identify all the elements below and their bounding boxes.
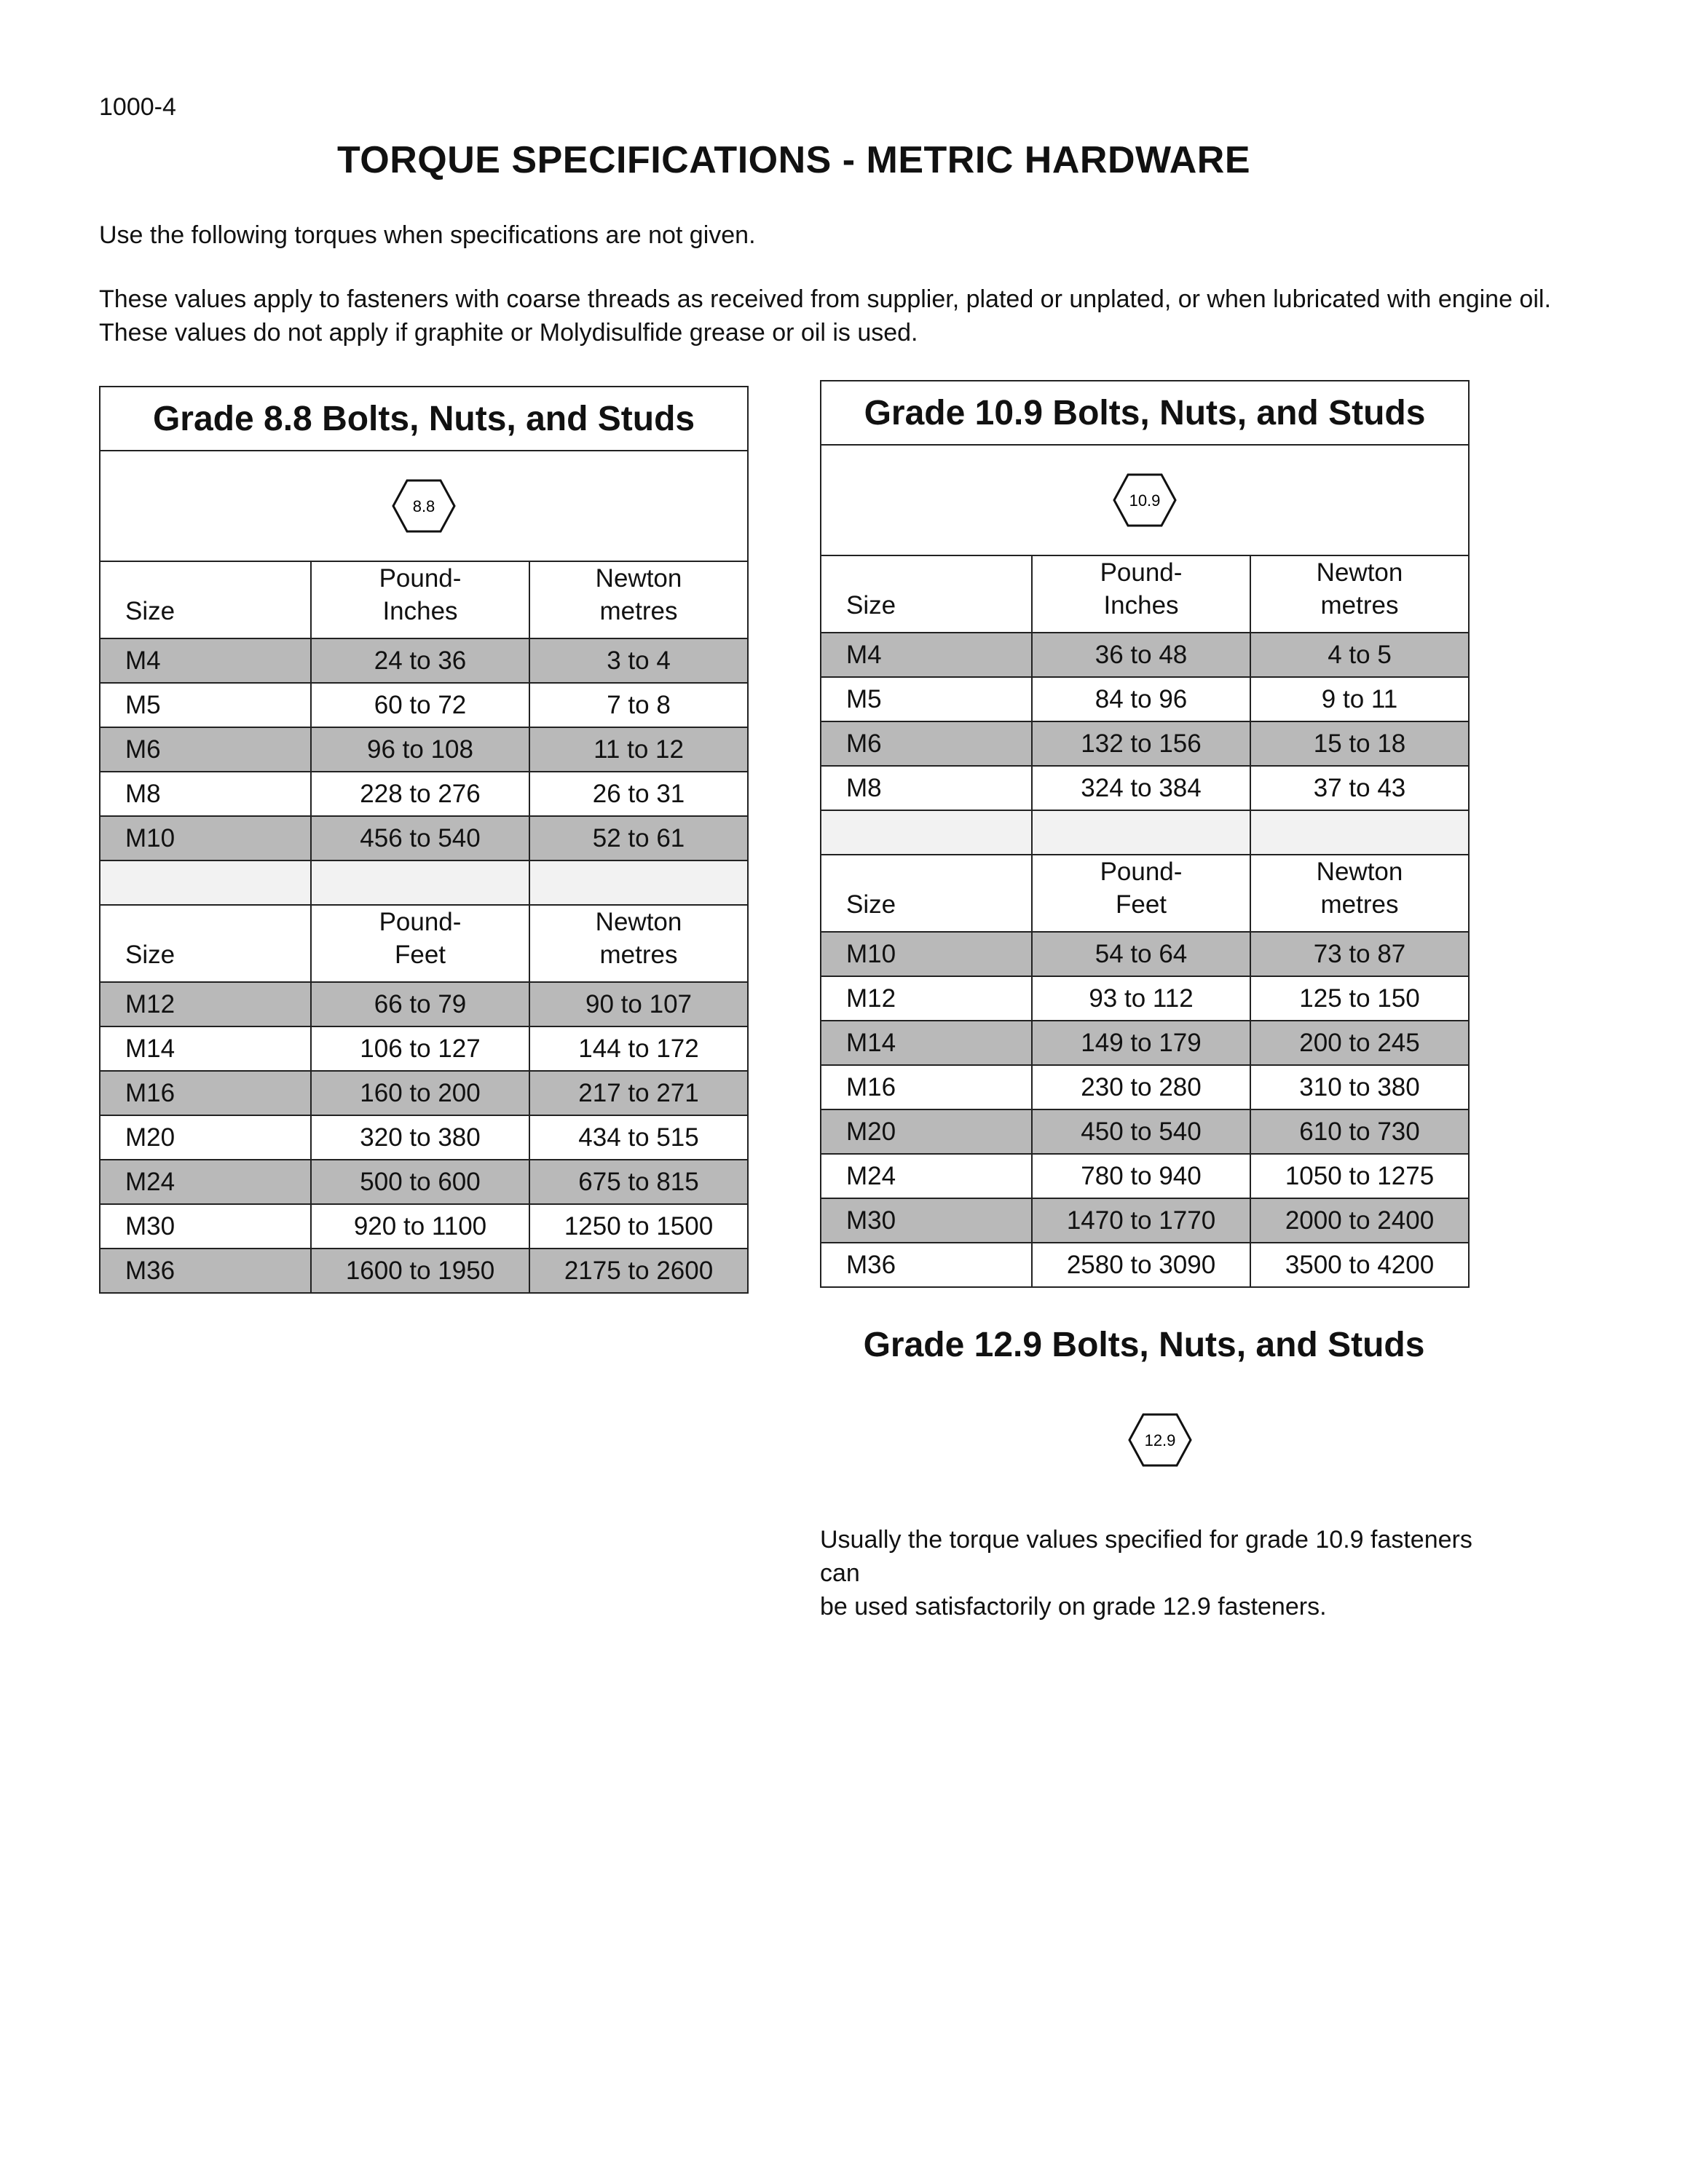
size-cell: M20 xyxy=(821,1109,1032,1154)
size-cell: M36 xyxy=(821,1243,1032,1287)
newton-value-cell: 90 to 107 xyxy=(529,982,748,1026)
table-row xyxy=(821,1065,1469,1109)
pound-value-cell: 96 to 108 xyxy=(311,727,529,772)
size-cell: M10 xyxy=(100,816,311,860)
newton-value-cell: 52 to 61 xyxy=(529,816,748,860)
grade-8-8-title: Grade 8.8 Bolts, Nuts, and Studs xyxy=(100,387,748,451)
table-row xyxy=(100,1115,748,1160)
table-row xyxy=(821,633,1469,677)
size-cell: M36 xyxy=(100,1249,311,1293)
newton-value-cell: 3 to 4 xyxy=(529,638,748,683)
table-row xyxy=(100,727,748,772)
table-row xyxy=(100,816,748,860)
size-cell: M6 xyxy=(821,721,1032,766)
pound-value-cell: 66 to 79 xyxy=(311,982,529,1026)
size-cell: M14 xyxy=(821,1021,1032,1065)
newton-value-cell: 310 to 380 xyxy=(1250,1065,1469,1109)
size-cell: M30 xyxy=(100,1204,311,1249)
table-row xyxy=(821,932,1469,976)
column-header-row xyxy=(821,855,1469,932)
pound-value-cell: 450 to 540 xyxy=(1032,1109,1250,1154)
column-header: Size xyxy=(821,855,1032,932)
pound-value-cell: 228 to 276 xyxy=(311,772,529,816)
hex-bolt-head-icon xyxy=(1127,1412,1193,1468)
grade-12-9-note-line-1: Usually the torque values specified for grade 10.9 fasteners can xyxy=(820,1526,1472,1587)
column-header: Pound- Feet xyxy=(311,905,529,982)
grade-10-9-badge-label: 10.9 xyxy=(1129,491,1161,510)
newton-value-cell: 2000 to 2400 xyxy=(1250,1198,1469,1243)
grade-12-9-note xyxy=(820,1523,1519,1623)
pound-value-cell: 1600 to 1950 xyxy=(311,1249,529,1293)
pound-value-cell: 320 to 380 xyxy=(311,1115,529,1160)
newton-value-cell: 9 to 11 xyxy=(1250,677,1469,721)
table-row xyxy=(100,1204,748,1249)
grade-badge-cell xyxy=(821,445,1469,555)
newton-value-cell: 11 to 12 xyxy=(529,727,748,772)
table-row xyxy=(821,1021,1469,1065)
newton-value-cell: 144 to 172 xyxy=(529,1026,748,1071)
newton-value-cell: 217 to 271 xyxy=(529,1071,748,1115)
newton-value-cell: 26 to 31 xyxy=(529,772,748,816)
pound-value-cell: 500 to 600 xyxy=(311,1160,529,1204)
table-row xyxy=(821,766,1469,810)
table-row xyxy=(821,677,1469,721)
spacer-cell xyxy=(529,860,748,905)
spacer-cell xyxy=(100,860,311,905)
grade-10-9-table xyxy=(820,380,1470,1288)
table-row xyxy=(100,1249,748,1293)
hex-bolt-head-icon xyxy=(391,478,457,534)
table-row xyxy=(821,1109,1469,1154)
newton-value-cell: 125 to 150 xyxy=(1250,976,1469,1021)
table-row xyxy=(100,772,748,816)
table-row xyxy=(100,1160,748,1204)
size-cell: M8 xyxy=(100,772,311,816)
pound-value-cell: 920 to 1100 xyxy=(311,1204,529,1249)
table-row xyxy=(821,1198,1469,1243)
pound-value-cell: 93 to 112 xyxy=(1032,976,1250,1021)
pound-value-cell: 230 to 280 xyxy=(1032,1065,1250,1109)
pound-value-cell: 24 to 36 xyxy=(311,638,529,683)
column-header-row xyxy=(100,561,748,638)
grade-8-8-table xyxy=(99,386,749,1294)
size-cell: M6 xyxy=(100,727,311,772)
spacer-row xyxy=(100,860,748,905)
newton-value-cell: 610 to 730 xyxy=(1250,1109,1469,1154)
pound-value-cell: 36 to 48 xyxy=(1032,633,1250,677)
column-header: Size xyxy=(100,905,311,982)
pound-value-cell: 84 to 96 xyxy=(1032,677,1250,721)
applicability-text xyxy=(99,282,1551,349)
size-cell: M5 xyxy=(100,683,311,727)
column-header: Pound- Inches xyxy=(311,561,529,638)
hex-bolt-head-icon xyxy=(1112,472,1178,528)
newton-value-cell: 73 to 87 xyxy=(1250,932,1469,976)
pound-value-cell: 54 to 64 xyxy=(1032,932,1250,976)
size-cell: M24 xyxy=(100,1160,311,1204)
table-row xyxy=(821,976,1469,1021)
table-row xyxy=(100,1071,748,1115)
grade-12-9-badge-label: 12.9 xyxy=(1144,1431,1176,1449)
size-cell: M24 xyxy=(821,1154,1032,1198)
newton-value-cell: 4 to 5 xyxy=(1250,633,1469,677)
size-cell: M12 xyxy=(100,982,311,1026)
spacer-cell xyxy=(311,860,529,905)
newton-value-cell: 1250 to 1500 xyxy=(529,1204,748,1249)
page-title: TORQUE SPECIFICATIONS - METRIC HARDWARE xyxy=(336,139,1251,181)
size-cell: M4 xyxy=(821,633,1032,677)
grade-10-9-title: Grade 10.9 Bolts, Nuts, and Studs xyxy=(821,381,1469,445)
size-cell: M30 xyxy=(821,1198,1032,1243)
table-row xyxy=(100,638,748,683)
column-header: Newton metres xyxy=(1250,555,1469,633)
table-row xyxy=(100,1026,748,1071)
grade-badge-cell xyxy=(100,451,748,561)
newton-value-cell: 37 to 43 xyxy=(1250,766,1469,810)
intro-text: Use the following torques when specifications are not given. xyxy=(99,221,756,249)
column-header-row xyxy=(100,905,748,982)
size-cell: M12 xyxy=(821,976,1032,1021)
size-cell: M20 xyxy=(100,1115,311,1160)
column-header: Pound- Feet xyxy=(1032,855,1250,932)
pound-value-cell: 324 to 384 xyxy=(1032,766,1250,810)
newton-value-cell: 7 to 8 xyxy=(529,683,748,727)
newton-value-cell: 675 to 815 xyxy=(529,1160,748,1204)
newton-value-cell: 2175 to 2600 xyxy=(529,1249,748,1293)
table-row xyxy=(821,1243,1469,1287)
spacer-row xyxy=(821,810,1469,855)
size-cell: M5 xyxy=(821,677,1032,721)
pound-value-cell: 160 to 200 xyxy=(311,1071,529,1115)
table-row xyxy=(100,683,748,727)
size-cell: M16 xyxy=(100,1071,311,1115)
spacer-cell xyxy=(1250,810,1469,855)
column-header: Pound- Inches xyxy=(1032,555,1250,633)
size-cell: M14 xyxy=(100,1026,311,1071)
table-row xyxy=(100,982,748,1026)
pound-value-cell: 60 to 72 xyxy=(311,683,529,727)
table-row xyxy=(821,1154,1469,1198)
pound-value-cell: 456 to 540 xyxy=(311,816,529,860)
newton-value-cell: 15 to 18 xyxy=(1250,721,1469,766)
column-header: Newton metres xyxy=(529,905,748,982)
size-cell: M16 xyxy=(821,1065,1032,1109)
spacer-cell xyxy=(821,810,1032,855)
grade-12-9-title: Grade 12.9 Bolts, Nuts, and Studs xyxy=(863,1326,1425,1364)
pound-value-cell: 132 to 156 xyxy=(1032,721,1250,766)
table-row xyxy=(821,721,1469,766)
pound-value-cell: 106 to 127 xyxy=(311,1026,529,1071)
size-cell: M10 xyxy=(821,932,1032,976)
column-header: Newton metres xyxy=(1250,855,1469,932)
column-header-row xyxy=(821,555,1469,633)
newton-value-cell: 1050 to 1275 xyxy=(1250,1154,1469,1198)
applicability-line-1: These values apply to fasteners with coarse threads as received from supplier, plated or unplated, or when lubricated with engine oil. xyxy=(99,285,1551,313)
column-header: Newton metres xyxy=(529,561,748,638)
spacer-cell xyxy=(1032,810,1250,855)
newton-value-cell: 434 to 515 xyxy=(529,1115,748,1160)
column-header: Size xyxy=(100,561,311,638)
column-header: Size xyxy=(821,555,1032,633)
page-number: 1000-4 xyxy=(99,93,176,121)
size-cell: M8 xyxy=(821,766,1032,810)
pound-value-cell: 1470 to 1770 xyxy=(1032,1198,1250,1243)
grade-8-8-badge-label: 8.8 xyxy=(412,497,435,515)
applicability-line-2: These values do not apply if graphite or Molydisulfide grease or oil is used. xyxy=(99,319,918,347)
newton-value-cell: 3500 to 4200 xyxy=(1250,1243,1469,1287)
newton-value-cell: 200 to 245 xyxy=(1250,1021,1469,1065)
pound-value-cell: 149 to 179 xyxy=(1032,1021,1250,1065)
grade-12-9-note-line-2: be used satisfactorily on grade 12.9 fasteners. xyxy=(820,1593,1327,1621)
pound-value-cell: 2580 to 3090 xyxy=(1032,1243,1250,1287)
size-cell: M4 xyxy=(100,638,311,683)
pound-value-cell: 780 to 940 xyxy=(1032,1154,1250,1198)
